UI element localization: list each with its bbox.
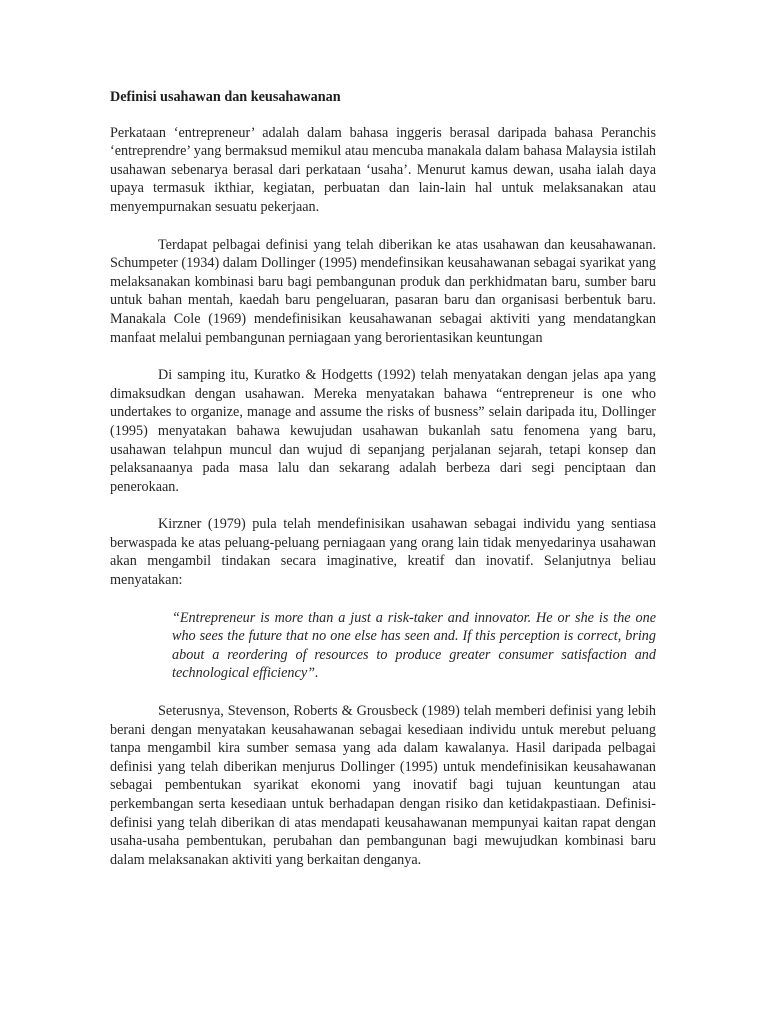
block-quote: “Entrepreneur is more than a just a risk-taker and innovator. He or she is the one who sees the future that no one else has seen and. If this perception is correct, bring about a reordering of resources to produce greater consumer satisfaction and technological efficiency”. bbox=[172, 609, 656, 682]
paragraph-definitions: Terdapat pelbagai definisi yang telah diberikan ke atas usahawan dan keusahawanan. Schumpeter (1934) dalam Dollinger (1995) mendefinsikan keusahawanan sebagai syarikat yang melaksanakan kombinasi baru bagi pembangunan produk dan perkhidmatan baru, sumber baru untuk bahan mentah, kaedah baru pengeluaran, pasaran baru dan organisasi berbentuk baru. Manakala Cole (1969) mendefinisikan keusahawanan sebagai aktiviti yang mendatangkan manfaat melalui pembangunan perniagaan yang berorientasikan keuntungan bbox=[110, 236, 656, 346]
document-body bbox=[110, 88, 656, 888]
section-heading: Definisi usahawan dan keusahawanan bbox=[110, 89, 341, 105]
paragraph-kirzner: Kirzner (1979) pula telah mendefinisikan usahawan sebagai individu yang sentiasa berwaspada ke atas peluang-peluang perniagaan yang orang lain tidak menyedarinya usahawan akan mengambil tindakan secara imaginative, kreatif dan inovatif. Selanjutnya beliau menyatakan: bbox=[110, 516, 656, 589]
paragraph-stevenson: Seterusnya, Stevenson, Roberts & Grousbeck (1989) telah memberi definisi yang lebih berani dengan menyatakan keusahawanan sebagai kesediaan individu untuk merebut peluang tanpa mengambil kira sumber semasa yang ada dalam kawalanya. Hasil daripada pelbagai definisi yang telah diberikan menjurus Dollinger (1995) untuk mendefinisikan keusahawanan sebagai pembentukan syarikat ekonomi yang inovatif bagi tujuan keuntungan atau perkembangan serta kesediaan untuk berhadapan dengan risiko dan ketidakpastiaan. Definisi-definisi yang telah diberikan di atas mendapati keusahawanan mempunyai kaitan rapat dengan usaha-usaha pembentukan, perubahan dan pembangunan bagi mewujudkan kombinasi baru dalam melaksanakan aktiviti yang berkaitan denganya. bbox=[110, 703, 656, 868]
paragraph-kuratko-hodgetts: Di samping itu, Kuratko & Hodgetts (1992) telah menyatakan dengan jelas apa yang dimaksudkan dengan usahawan. Mereka menyatakan bahawa “entrepreneur is one who undertakes to organize, manage and assume the risks of busness” selain daripada itu, Dollinger (1995) menyatakan bahawa kewujudan usahawan bukanlah satu fenomena yang baru, usahawan telahpun muncul dan wujud di sepanjang perjalanan sejarah, tetapi konsep dan pelaksanaanya pada masa lalu dan sekarang adalah berbeza dari segi penciptaan dan penerokaan. bbox=[110, 367, 656, 495]
paragraph-entrepreneur-origin: Perkataan ‘entrepreneur’ adalah dalam bahasa inggeris berasal daripada bahasa Peranchis ‘entreprendre’ yang bermaksud memikul atau mencuba manakala dalam bahasa Malaysia istilah usahawan sebenarya berasal dari perkataan ‘usaha’. Menurut kamus dewan, usaha ialah daya upaya termasuk ikthiar, kegiatan, perbuatan dan lain-lain hal untuk melaksanakan atau menyempurnakan sesuatu pekerjaan. bbox=[110, 124, 656, 215]
